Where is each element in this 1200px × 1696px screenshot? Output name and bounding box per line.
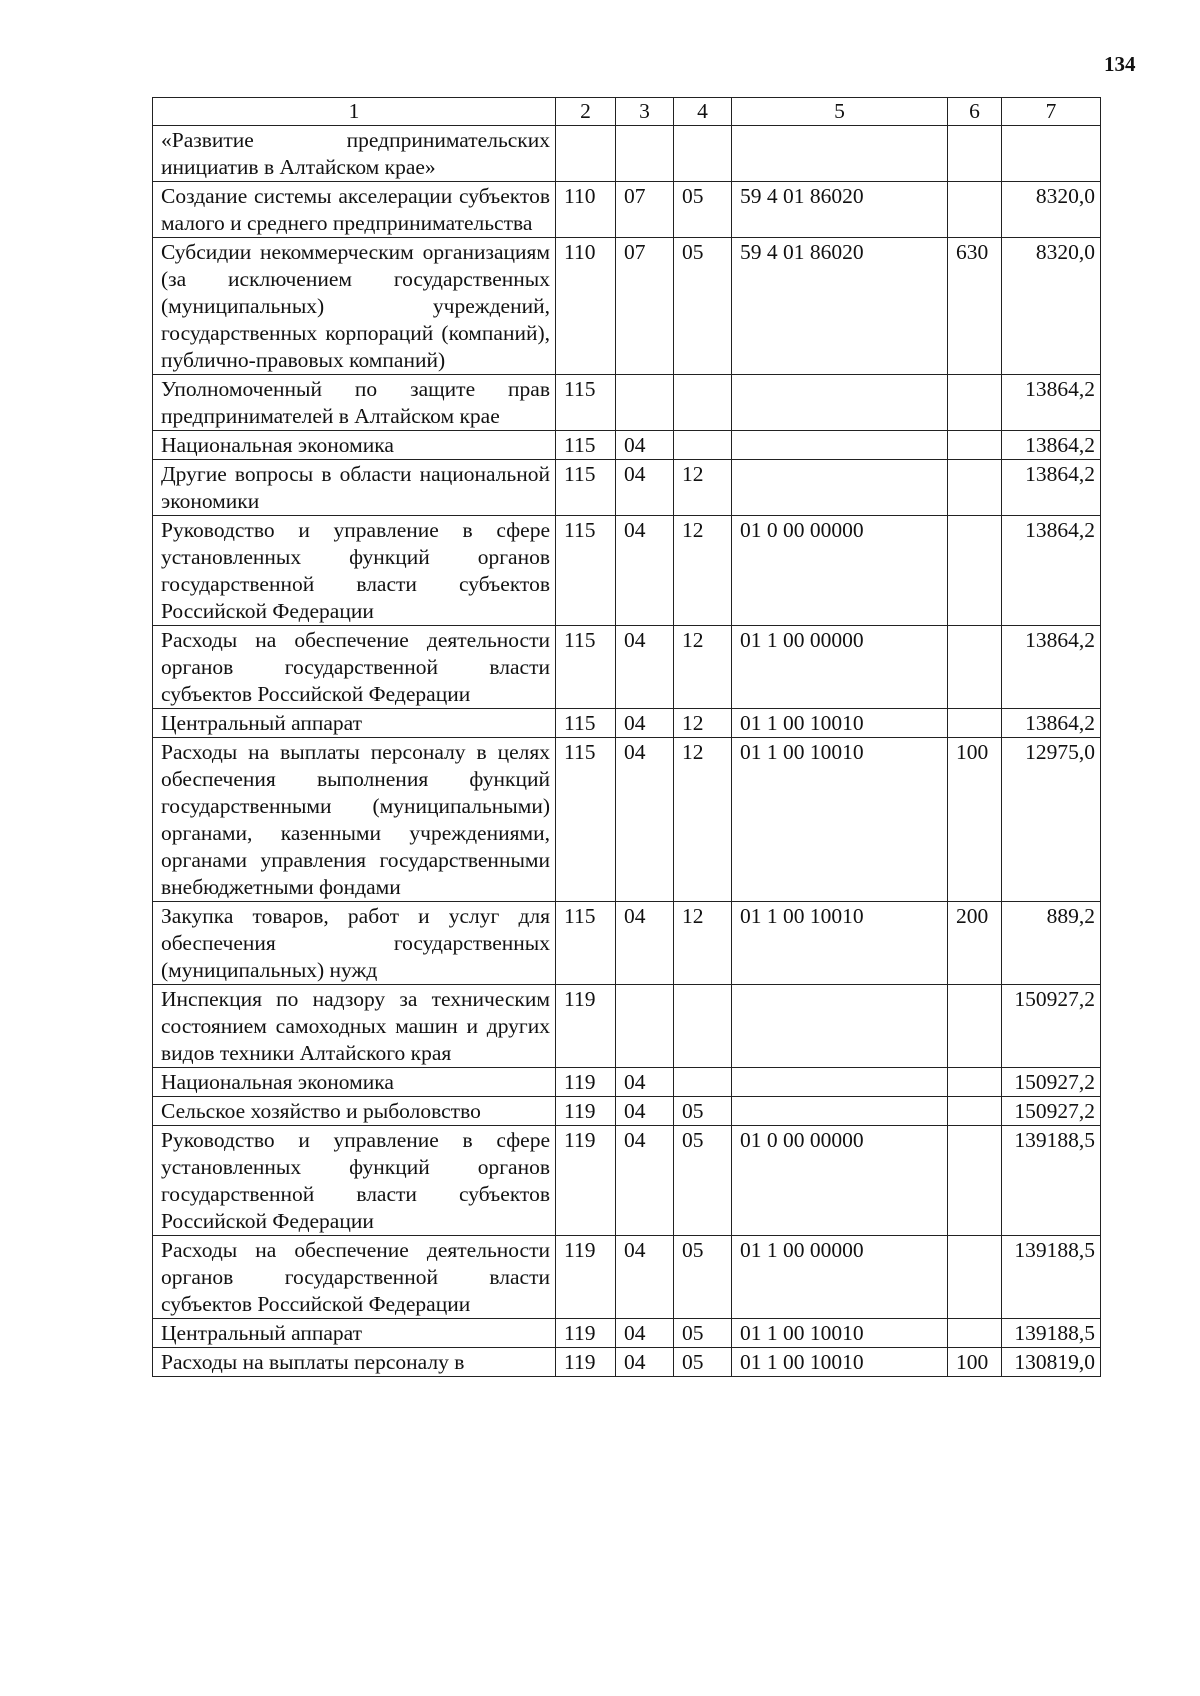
target-article-code: 01 0 00 00000: [732, 1126, 948, 1236]
expense-item-name: Центральный аппарат: [153, 1319, 556, 1348]
expense-item-name: Национальная экономика: [153, 1068, 556, 1097]
target-article-code: [732, 460, 948, 516]
subsection-code: 12: [674, 460, 732, 516]
expense-type-code: [948, 126, 1002, 182]
target-article-code: [732, 375, 948, 431]
expense-type-code: 100: [948, 1348, 1002, 1377]
subsection-code: 05: [674, 1126, 732, 1236]
section-code: 04: [616, 1319, 674, 1348]
table-row: [153, 375, 1101, 431]
table-row: [153, 182, 1101, 238]
expense-item-name: Создание системы акселерации субъектов малого и среднего предпринимательства: [153, 182, 556, 238]
amount-value: 139188,5: [1002, 1236, 1101, 1319]
expense-item-name: «Развитие предпринимательских инициатив в Алтайском крае»: [153, 126, 556, 182]
amount-value: 13864,2: [1002, 460, 1101, 516]
section-code: 04: [616, 431, 674, 460]
ministry-code: 115: [556, 902, 616, 985]
amount-value: 150927,2: [1002, 1068, 1101, 1097]
subsection-code: 05: [674, 1319, 732, 1348]
ministry-code: 115: [556, 431, 616, 460]
table-row: [153, 1236, 1101, 1319]
target-article-code: 01 1 00 00000: [732, 1236, 948, 1319]
section-code: 04: [616, 1348, 674, 1377]
expense-type-code: 630: [948, 238, 1002, 375]
target-article-code: [732, 1068, 948, 1097]
subsection-code: 12: [674, 902, 732, 985]
table-row: [153, 126, 1101, 182]
amount-value: 13864,2: [1002, 375, 1101, 431]
column-header: 7: [1002, 98, 1101, 126]
table-row: [153, 460, 1101, 516]
expense-item-name: Расходы на выплаты персоналу в целях обеспечения выполнения функций государственными (муниципальными) органами, казенными учреждениями, органами управления государственными внебюджетными фондами: [153, 738, 556, 902]
table-row: [153, 985, 1101, 1068]
target-article-code: 01 1 00 10010: [732, 1319, 948, 1348]
target-article-code: [732, 431, 948, 460]
expense-item-name: Руководство и управление в сфере установленных функций органов государственной власти субъектов Российской Федерации: [153, 516, 556, 626]
subsection-code: [674, 126, 732, 182]
ministry-code: 110: [556, 182, 616, 238]
subsection-code: 05: [674, 238, 732, 375]
target-article-code: 01 1 00 10010: [732, 738, 948, 902]
section-code: 04: [616, 516, 674, 626]
amount-value: 13864,2: [1002, 516, 1101, 626]
amount-value: 150927,2: [1002, 1097, 1101, 1126]
section-code: 04: [616, 1097, 674, 1126]
expense-item-name: Расходы на обеспечение деятельности органов государственной власти субъектов Российской Федерации: [153, 1236, 556, 1319]
target-article-code: 01 1 00 10010: [732, 709, 948, 738]
ministry-code: 115: [556, 375, 616, 431]
ministry-code: 119: [556, 1097, 616, 1126]
column-header: 5: [732, 98, 948, 126]
table-row: [153, 431, 1101, 460]
ministry-code: 115: [556, 709, 616, 738]
target-article-code: 01 1 00 10010: [732, 902, 948, 985]
table-row: [153, 516, 1101, 626]
subsection-code: 12: [674, 516, 732, 626]
target-article-code: [732, 126, 948, 182]
ministry-code: 119: [556, 1126, 616, 1236]
subsection-code: [674, 1068, 732, 1097]
section-code: 04: [616, 1068, 674, 1097]
amount-value: 13864,2: [1002, 626, 1101, 709]
ministry-code: 115: [556, 460, 616, 516]
expense-type-code: [948, 516, 1002, 626]
expense-item-name: Субсидии некоммерческим организациям (за исключением государственных (муниципальных) учреждений, государственных корпораций (компаний), публично-правовых компаний): [153, 238, 556, 375]
expense-item-name: Национальная экономика: [153, 431, 556, 460]
amount-value: 12975,0: [1002, 738, 1101, 902]
table-row: [153, 1348, 1101, 1377]
expense-type-code: [948, 1097, 1002, 1126]
table-row: [153, 1319, 1101, 1348]
page-number: 134: [1104, 52, 1136, 76]
expense-type-code: [948, 460, 1002, 516]
amount-value: 130819,0: [1002, 1348, 1101, 1377]
target-article-code: 01 0 00 00000: [732, 516, 948, 626]
table-header-row: [153, 98, 1101, 126]
ministry-code: 110: [556, 238, 616, 375]
target-article-code: [732, 985, 948, 1068]
amount-value: 8320,0: [1002, 182, 1101, 238]
expense-type-code: [948, 709, 1002, 738]
expense-type-code: [948, 1319, 1002, 1348]
column-header: 6: [948, 98, 1002, 126]
section-code: 04: [616, 902, 674, 985]
subsection-code: 05: [674, 1348, 732, 1377]
expense-item-name: Расходы на обеспечение деятельности органов государственной власти субъектов Российской Федерации: [153, 626, 556, 709]
target-article-code: 01 1 00 00000: [732, 626, 948, 709]
amount-value: 139188,5: [1002, 1319, 1101, 1348]
section-code: 04: [616, 626, 674, 709]
target-article-code: 59 4 01 86020: [732, 182, 948, 238]
budget-table: [152, 97, 1101, 1377]
expense-item-name: Руководство и управление в сфере установленных функций органов государственной власти субъектов Российской Федерации: [153, 1126, 556, 1236]
table-row: [153, 902, 1101, 985]
expense-type-code: [948, 1236, 1002, 1319]
section-code: 04: [616, 738, 674, 902]
table-row: [153, 1126, 1101, 1236]
target-article-code: 59 4 01 86020: [732, 238, 948, 375]
expense-type-code: [948, 1068, 1002, 1097]
ministry-code: [556, 126, 616, 182]
amount-value: 150927,2: [1002, 985, 1101, 1068]
section-code: [616, 985, 674, 1068]
expense-type-code: [948, 626, 1002, 709]
expense-item-name: Инспекция по надзору за техническим состоянием самоходных машин и других видов техники Алтайского края: [153, 985, 556, 1068]
subsection-code: 12: [674, 709, 732, 738]
table-row: [153, 1097, 1101, 1126]
ministry-code: 119: [556, 1068, 616, 1097]
expense-item-name: Сельское хозяйство и рыболовство: [153, 1097, 556, 1126]
target-article-code: [732, 1097, 948, 1126]
amount-value: 13864,2: [1002, 431, 1101, 460]
budget-table-body: [153, 98, 1101, 1377]
table-row: [153, 709, 1101, 738]
subsection-code: 05: [674, 1097, 732, 1126]
section-code: [616, 375, 674, 431]
ministry-code: 115: [556, 626, 616, 709]
expense-type-code: [948, 431, 1002, 460]
subsection-code: [674, 375, 732, 431]
section-code: 04: [616, 1236, 674, 1319]
expense-item-name: Другие вопросы в области национальной экономики: [153, 460, 556, 516]
expense-item-name: Уполномоченный по защите прав предпринимателей в Алтайском крае: [153, 375, 556, 431]
column-header: 1: [153, 98, 556, 126]
table-row: [153, 626, 1101, 709]
subsection-code: [674, 985, 732, 1068]
ministry-code: 119: [556, 1236, 616, 1319]
table-row: [153, 738, 1101, 902]
section-code: [616, 126, 674, 182]
amount-value: 139188,5: [1002, 1126, 1101, 1236]
target-article-code: 01 1 00 10010: [732, 1348, 948, 1377]
column-header: 4: [674, 98, 732, 126]
column-header: 3: [616, 98, 674, 126]
expense-type-code: [948, 1126, 1002, 1236]
expense-type-code: [948, 182, 1002, 238]
subsection-code: 12: [674, 738, 732, 902]
expense-type-code: [948, 375, 1002, 431]
subsection-code: [674, 431, 732, 460]
amount-value: 889,2: [1002, 902, 1101, 985]
expense-type-code: 100: [948, 738, 1002, 902]
section-code: 07: [616, 182, 674, 238]
section-code: 07: [616, 238, 674, 375]
subsection-code: 05: [674, 1236, 732, 1319]
expense-type-code: [948, 985, 1002, 1068]
amount-value: 8320,0: [1002, 238, 1101, 375]
section-code: 04: [616, 709, 674, 738]
expense-type-code: 200: [948, 902, 1002, 985]
ministry-code: 119: [556, 985, 616, 1068]
section-code: 04: [616, 460, 674, 516]
expense-item-name: Расходы на выплаты персоналу в: [153, 1348, 556, 1377]
ministry-code: 119: [556, 1348, 616, 1377]
ministry-code: 115: [556, 516, 616, 626]
subsection-code: 12: [674, 626, 732, 709]
column-header: 2: [556, 98, 616, 126]
table-row: [153, 1068, 1101, 1097]
expense-item-name: Закупка товаров, работ и услуг для обеспечения государственных (муниципальных) нужд: [153, 902, 556, 985]
expense-item-name: Центральный аппарат: [153, 709, 556, 738]
subsection-code: 05: [674, 182, 732, 238]
ministry-code: 119: [556, 1319, 616, 1348]
section-code: 04: [616, 1126, 674, 1236]
amount-value: 13864,2: [1002, 709, 1101, 738]
table-row: [153, 238, 1101, 375]
ministry-code: 115: [556, 738, 616, 902]
amount-value: [1002, 126, 1101, 182]
